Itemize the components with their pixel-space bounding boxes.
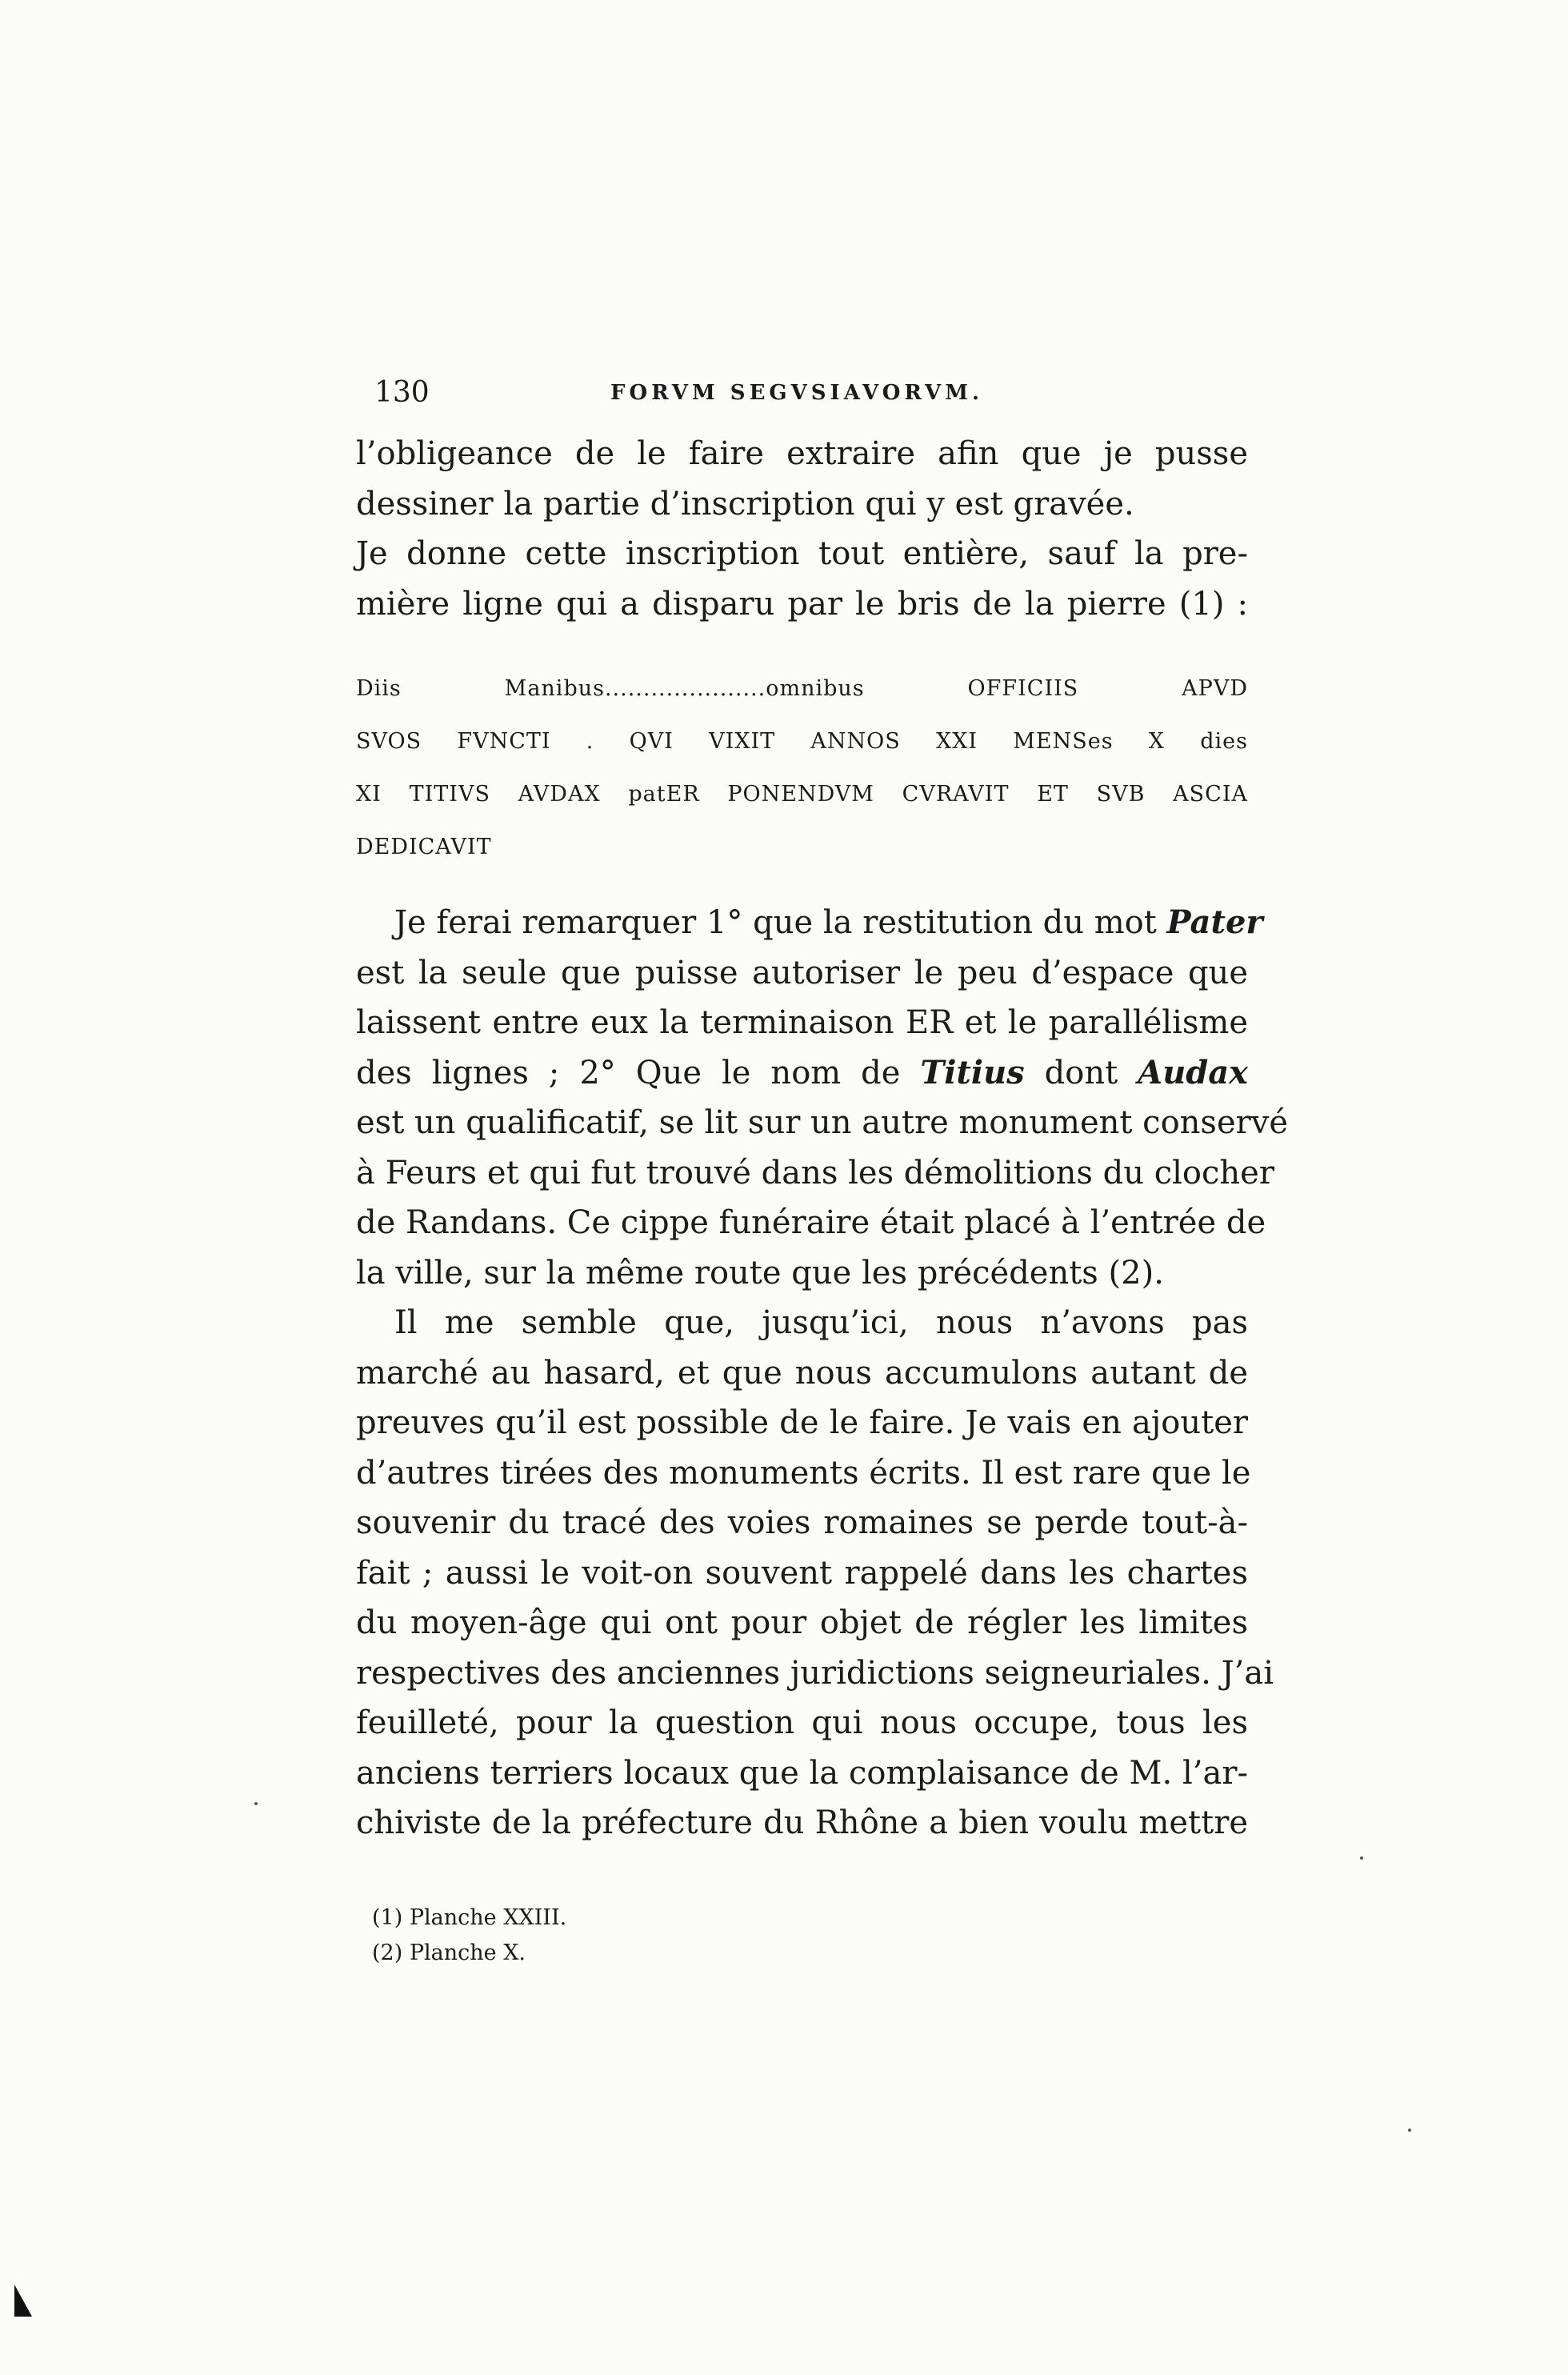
text-line: Je donne cette inscription tout entière, sauf la pre- <box>356 535 1248 572</box>
inscription-line: XI TITIVS AVDAX patER PONENDVM CVRAVIT ET SVB ASCIA <box>356 782 1248 807</box>
latin-inscription <box>356 663 1248 874</box>
text-line: l’obligeance de le faire extraire afin que je pusse <box>356 435 1248 472</box>
text-line: marché au hasard, et que nous accumulons autant de <box>356 1354 1248 1392</box>
text-line: du moyen-âge qui ont pour objet de régler les limites <box>356 1604 1248 1641</box>
body-paragraph-1 <box>356 898 1288 1298</box>
body-paragraph-2 <box>356 1298 1274 1848</box>
footnotes <box>372 1900 566 1971</box>
text-line: mière ligne qui a disparu par le bris de la pierre (1) : <box>356 585 1248 623</box>
text-line: de Randans. Ce cippe funéraire était placé à l’entrée de <box>356 1204 1266 1241</box>
text-line: la ville, sur la même route que les précédents (2). <box>356 1254 1164 1292</box>
text-line <box>356 1048 1248 1099</box>
text-run: Je ferai remarquer 1° que la restitution du mot <box>394 904 1167 941</box>
text-line: laissent entre eux la terminaison ER et le parallélisme <box>356 1004 1248 1041</box>
text-run: des lignes ; 2° Que le nom de <box>356 1054 921 1091</box>
text-line: respectives des anciennes juridictions seigneuriales. J’ai <box>356 1654 1274 1692</box>
scan-corner-mark <box>14 2285 32 2317</box>
text-line: anciens terriers locaux que la complaisance de M. l’ar- <box>356 1754 1248 1792</box>
text-line: est la seule que puisse autoriser le peu d’espace que <box>356 954 1248 991</box>
paper-speck <box>254 1802 258 1805</box>
page-number: 130 <box>374 376 430 409</box>
text-line: feuilleté, pour la question qui nous occupe, tous les <box>356 1704 1248 1741</box>
intro-paragraph <box>356 429 1248 629</box>
footnote: (2) Planche X. <box>372 1940 526 1965</box>
text-line: d’autres tirées des monuments écrits. Il est rare que le <box>356 1454 1251 1492</box>
text-line: fait ; aussi le voit-on souvent rappelé dans les chartes <box>356 1554 1248 1592</box>
italic-word: Pater <box>1166 903 1263 941</box>
text-line: est un qualificatif, se lit sur un autre monument conservé <box>356 1104 1288 1141</box>
page-header <box>374 376 1237 416</box>
footnote: (1) Planche XXIII. <box>372 1905 567 1930</box>
italic-word: Titius <box>920 1053 1025 1091</box>
text-line: chiviste de la préfecture du Rhône a bien voulu mettre <box>356 1804 1248 1841</box>
text-run: dont <box>1024 1054 1138 1091</box>
text-line: à Feurs et qui fut trouvé dans les démolitions du clocher <box>356 1154 1274 1192</box>
text-line <box>356 898 1263 948</box>
text-line: dessiner la partie d’inscription qui y est gravée. <box>356 485 1134 523</box>
running-title: FORVM SEGVSIAVORVM. <box>610 381 984 405</box>
inscription-line: Diis Manibus.....................omnibus OFFICIIS APVD <box>356 676 1248 701</box>
text-line: Il me semble que, jusqu’ici, nous n’avons pas <box>394 1304 1248 1341</box>
text-line: preuves qu’il est possible de le faire. Je vais en ajouter <box>356 1404 1248 1441</box>
inscription-line: DEDICAVIT <box>356 835 492 859</box>
text-line: souvenir du tracé des voies romaines se perde tout-à- <box>356 1504 1248 1541</box>
paper-speck <box>1408 2129 1411 2132</box>
italic-word: Audax <box>1138 1053 1249 1091</box>
paper-speck <box>1360 1856 1363 1860</box>
inscription-line: SVOS FVNCTI . QVI VIXIT ANNOS XXI MENSes X dies <box>356 729 1248 754</box>
